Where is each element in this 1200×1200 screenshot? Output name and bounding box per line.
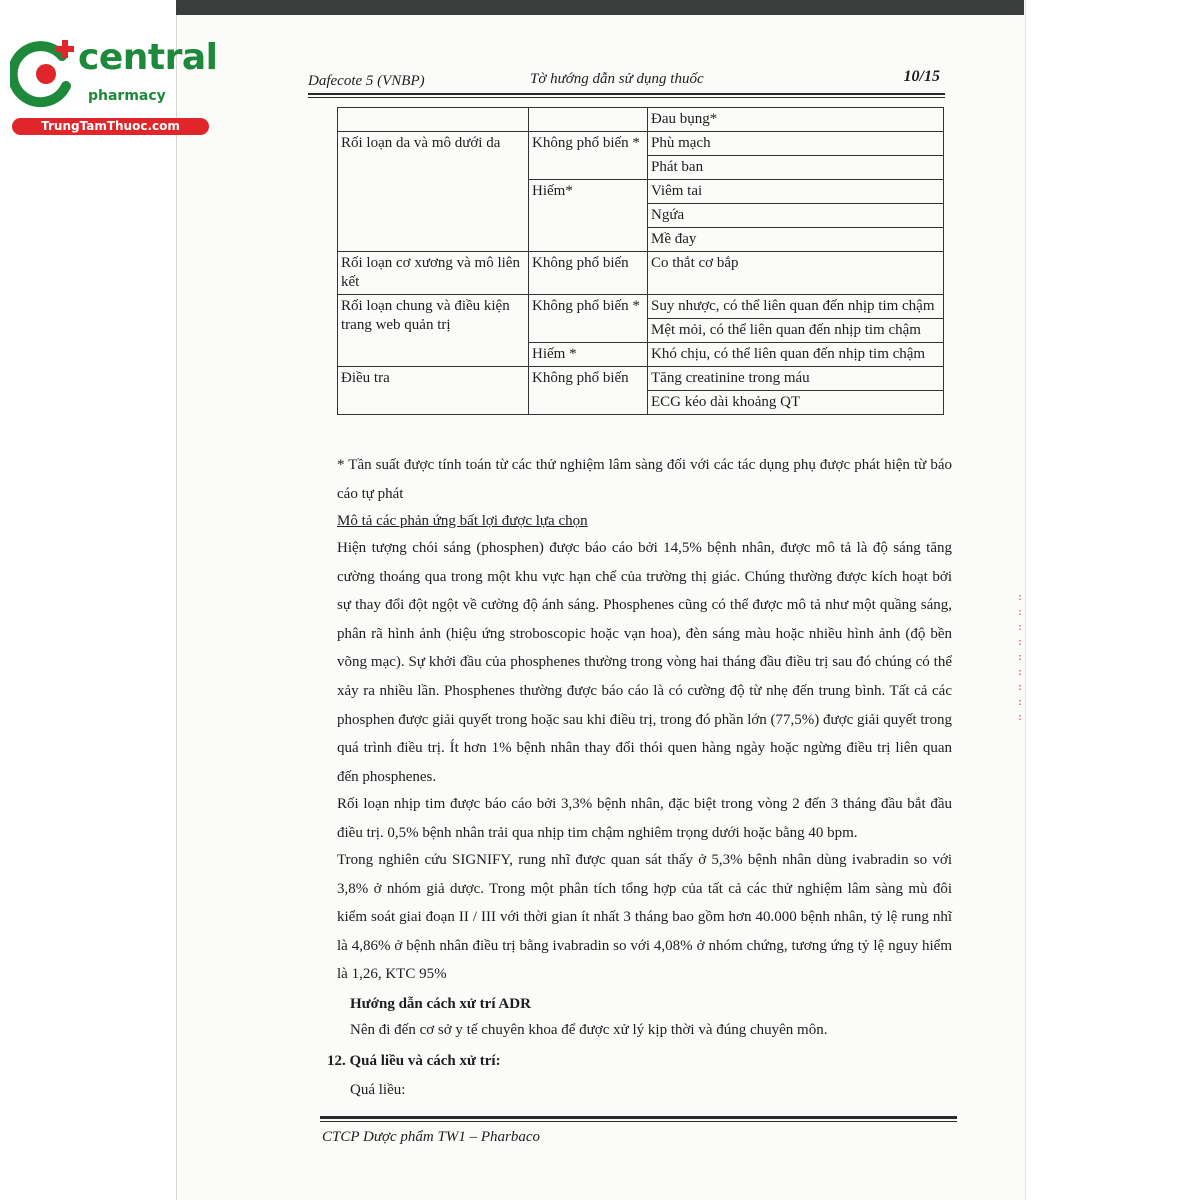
scan-margin-marks: : : : : : : : : : (1016, 592, 1024, 723)
table-cell: Phù mạch (648, 132, 944, 156)
table-cell: Khó chịu, có thể liên quan đến nhịp tim chậm (648, 343, 944, 367)
header-product: Dafecote 5 (VNBP) (308, 73, 425, 89)
organ-class-cell: Rối loạn chung và điều kiện trang web quản trị (338, 295, 529, 367)
table-cell: Phát ban (648, 156, 944, 180)
header-doc-title: Tờ hướng dẫn sử dụng thuốc (530, 71, 704, 87)
running-header (308, 70, 944, 94)
adr-heading: Hướng dẫn cách xử trí ADR (350, 996, 531, 1012)
organ-class-cell: Rối loạn cơ xương và mô liên kết (338, 252, 529, 295)
footer-company: CTCP Dược phẩm TW1 – Pharbaco (322, 1129, 540, 1145)
table-row (338, 367, 944, 391)
organ-class-cell: Điều tra (338, 367, 529, 415)
paragraph-signify: Trong nghiên cứu SIGNIFY, rung nhĩ được quan sát thấy ở 5,3% bệnh nhân dùng ivabradin so với 3,8% ở nhóm giả dược. Trong một phân tích tổng hợp của tất cả các thử nghiệm lâm sàng mù đôi kiểm soát giai đoạn II / III với thời gian ít nhất 3 tháng bao gồm hơn 40.000 bệnh nhân, tỷ lệ rung nhĩ là 4,86% ở bệnh nhân điều trị bằng ivabradin so với 4,08% ở nhóm chứng, tương ứng tỷ lệ nguy hiểm là 1,26, KTC 95% (337, 852, 952, 983)
table-row (338, 252, 944, 295)
overdose-label: Quá liều: (350, 1082, 406, 1098)
table-cell: Đau bụng* (648, 108, 944, 132)
table-footnote: * Tần suất được tính toán từ các thử nghiệm lâm sàng đối với các tác dụng phụ được phát hiện từ báo cáo tự phát (337, 457, 952, 502)
frequency-cell: Hiếm * (529, 343, 648, 367)
logo-mark-icon (10, 38, 86, 108)
header-rule-thin (308, 97, 945, 98)
frequency-cell: Không phổ biến * (529, 295, 648, 343)
table-row (338, 132, 944, 156)
paragraph-arrhythmia: Rối loạn nhịp tim được báo cáo bởi 3,3% bệnh nhân, đặc biệt trong vòng 2 đến 3 tháng đầu bắt đầu điều trị. 0,5% bệnh nhân trải qua nhịp tim chậm nghiêm trọng dưới hoặc bằng 40 bpm. (337, 796, 952, 841)
adverse-reactions-table (337, 107, 944, 415)
table-cell: Mề đay (648, 228, 944, 252)
table-cell: Co thắt cơ bắp (648, 252, 944, 295)
table-cell: Suy nhược, có thể liên quan đến nhịp tim chậm (648, 295, 944, 319)
footer-rule-thin (320, 1121, 957, 1122)
organ-class-cell: Rối loạn da và mô dưới da (338, 132, 529, 252)
logo-subtitle: pharmacy (88, 88, 166, 104)
header-rule (308, 93, 945, 95)
table-row (338, 108, 944, 132)
scan-top-edge (176, 0, 1024, 15)
table-cell: ECG kéo dài khoảng QT (648, 391, 944, 415)
logo-url-badge[interactable]: TrungTamThuoc.com (12, 118, 209, 135)
frequency-cell: Không phổ biến (529, 367, 648, 415)
table-cell: Tăng creatinine trong máu (648, 367, 944, 391)
paragraph-phosphenes: Hiện tượng chói sáng (phosphen) được báo cáo bởi 14,5% bệnh nhân, được mô tả là độ sáng tăng cường thoáng qua trong một khu vực hạn chế của trường thị giác. Chúng thường được kích hoạt bởi sự thay đổi đột ngột về cường độ ánh sáng. Phosphenes cũng có thể được mô tả như một quầng sáng, phân rã hình ảnh (hiệu ứng stroboscopic hoặc vạn hoa), đèn sáng màu hoặc nhiều hình ảnh (độ bền võng mạc). Sự khởi đầu của phosphenes thường trong vòng hai tháng đầu điều trị sau đó chúng có thể xảy ra nhiều lần. Phosphenes thường được báo cáo là có cường độ từ nhẹ đến trung bình. Tất cả các phosphen được giải quyết trong hoặc sau khi điều trị, trong đó phần lớn (77,5%) được giải quyết trong quá trình điều trị. Ít hơn 1% bệnh nhân thay đổi thói quen hàng ngày hoặc ngừng điều trị liên quan đến phosphenes. (337, 540, 952, 785)
section-heading: Mô tả các phản ứng bất lợi được lựa chọn (337, 513, 588, 529)
header-page-number: 10/15 (903, 68, 940, 85)
table-cell: Mệt mỏi, có thể liên quan đến nhịp tim chậm (648, 319, 944, 343)
logo-wordmark: central (78, 37, 218, 78)
footer-rule (320, 1116, 957, 1119)
section-12-heading: 12. Quá liều và cách xử trí: (327, 1053, 501, 1069)
frequency-cell: Không phổ biến * (529, 132, 648, 180)
table-cell: Viêm tai (648, 180, 944, 204)
adr-text: Nên đi đến cơ sở y tế chuyên khoa để được xử lý kịp thời và đúng chuyên môn. (350, 1022, 828, 1038)
table-cell: Ngứa (648, 204, 944, 228)
frequency-cell: Không phổ biến (529, 252, 648, 295)
table-row (338, 295, 944, 319)
frequency-cell: Hiếm* (529, 180, 648, 252)
